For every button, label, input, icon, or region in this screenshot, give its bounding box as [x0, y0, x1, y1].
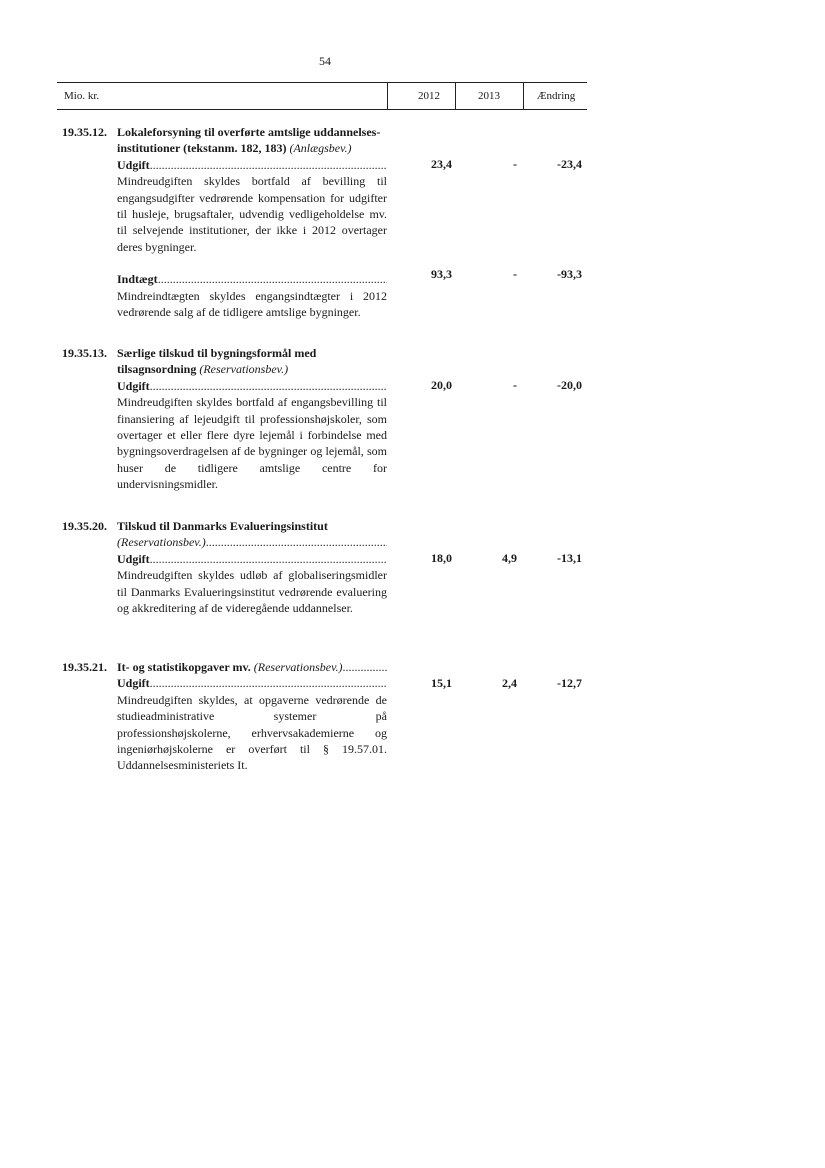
value-2012: 93,3: [431, 267, 452, 281]
page-number: 54: [319, 54, 331, 68]
value-2013: 4,9: [502, 551, 517, 565]
value-2012: 23,4: [431, 157, 452, 171]
entry-label-row: Udgift .....: [117, 675, 387, 691]
section-code: 19.35.21.: [62, 660, 107, 674]
column-change-header: Ændring: [536, 90, 576, 102]
table-header: [57, 82, 587, 110]
unit-label: Mio. kr.: [64, 90, 100, 102]
entry-description: Mindreudgiften skyldes udløb af globaliseringsmidler til Danmarks Evalueringsinstitut vedrørende evaluering og akkreditering af de videregående uddannelser.: [117, 568, 387, 616]
value-2013: -: [513, 378, 517, 392]
value-change: -12,7: [557, 676, 582, 690]
section-code: 19.35.20.: [62, 519, 107, 533]
value-2013: -: [513, 267, 517, 281]
value-change: -13,1: [557, 551, 582, 565]
value-change: -23,4: [557, 157, 582, 171]
section-title: Lokaleforsyning til overførte amtslige uddannelsesinstitutioner (tekstanm. 182, 183) (Anlægsbev.): [117, 125, 381, 156]
column-divider: [523, 83, 524, 109]
section-title: Særlige tilskud til bygningsformål med tilsagnsordning (Reservationsbev.): [117, 346, 317, 377]
entry-label-row: Udgift .....: [117, 378, 387, 394]
entry-description: Mindreudgiften skyldes, at opgaverne vedrørende de studieadministrative systemer på professionshøjskolerne, erhvervsakademierne og ingeniørhøjskolerne er overført til § 19.57.01. Uddannelsesministeriets It.: [117, 692, 387, 773]
section-title: Tilskud til Danmarks Evalueringsinstitut: [117, 519, 328, 533]
section-code: 19.35.12.: [62, 125, 107, 139]
entry-label-row: Indtægt .....: [117, 271, 387, 287]
section-title: It- og statistikopgaver mv. (Reservationsbev.) .....: [117, 659, 387, 675]
entry-description: Mindreudgiften skyldes bortfald af bevilling til engangsudgifter vedrørende kompensation for udgifter til husleje, brugsaftaler, udvendig vedligeholdelse mv. til selvejende institutioner, der ikke i 2012 overtager deres bygninger.: [117, 174, 387, 254]
value-2012: 18,0: [431, 551, 452, 565]
column-2012-header: 2012: [418, 90, 440, 102]
value-2012: 20,0: [431, 378, 452, 392]
column-2013-header: 2013: [478, 90, 500, 102]
column-divider: [387, 83, 388, 109]
title-italic-row: (Reservationsbev.) .....: [117, 534, 387, 550]
entry-description: Mindreindtægten skyldes engangsindtægter i 2012 vedrørende salg af de tidligere amtslige bygninger.: [117, 288, 387, 320]
value-2012: 15,1: [431, 676, 452, 690]
section-code: 19.35.13.: [62, 346, 107, 360]
entry-label-row: Udgift .....: [117, 551, 387, 567]
column-divider: [455, 83, 456, 109]
value-change: -20,0: [557, 378, 582, 392]
value-2013: -: [513, 157, 517, 171]
entry-label-row: Udgift .....: [117, 157, 387, 173]
entry-description: Mindreudgiften skyldes bortfald af engangsbevilling til finansiering af lejeudgift til professionshøjskoler, som overtager et eller flere dyre lejemål i forbindelse med bygningsoverdragelsen af de bygninger og lejemål, som huser de tidligere amtslige centre for undervisningsmidler.: [117, 395, 387, 492]
value-2013: 2,4: [502, 676, 517, 690]
value-change: -93,3: [557, 267, 582, 281]
